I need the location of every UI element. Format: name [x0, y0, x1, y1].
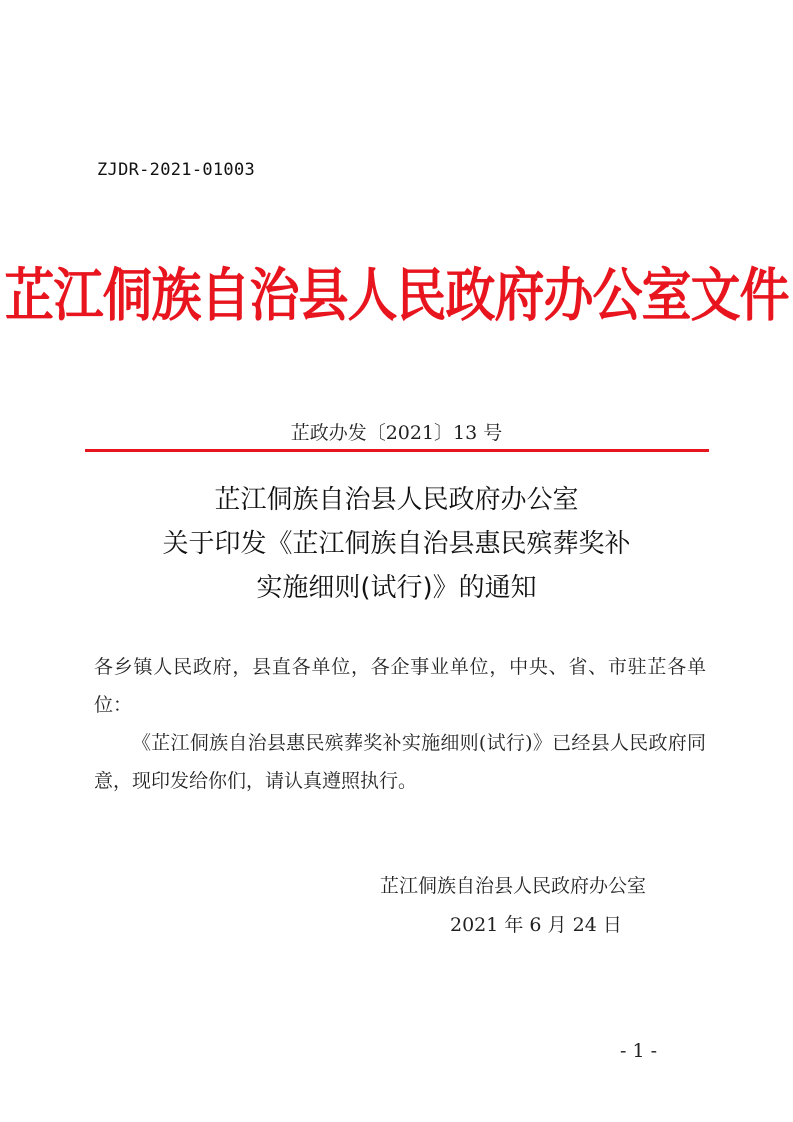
document-code: ZJDR-2021-01003: [97, 160, 256, 180]
body-paragraph: 《芷江侗族自治县惠民殡葬奖补实施细则(试行)》已经县人民政府同意，现印发给你们，请认真遵照执行。: [94, 732, 706, 792]
red-divider-line: [85, 449, 709, 452]
issue-number: 芷政办发〔2021〕13 号: [290, 422, 503, 444]
document-title: [0, 478, 793, 610]
salutation: 各乡镇人民政府，县直各单位，各企事业单位，中央、省、市驻芷各单位：: [94, 656, 706, 716]
document-body: [94, 648, 706, 800]
page-number: - 1 -: [620, 1040, 658, 1062]
signature-date: 2021 年 6 月 24 日: [450, 914, 622, 936]
document-title-line-3: 实施细则(试行)》的通知: [256, 573, 537, 603]
signature-organization: 芷江侗族自治县人民政府办公室: [380, 875, 647, 897]
document-title-line-1: 芷江侗族自治县人民政府办公室: [214, 485, 579, 515]
document-header-title: 芷江侗族自治县人民政府办公室文件: [4, 261, 789, 329]
document-title-line-2: 关于印发《芷江侗族自治县惠民殡葬奖补: [162, 529, 631, 559]
